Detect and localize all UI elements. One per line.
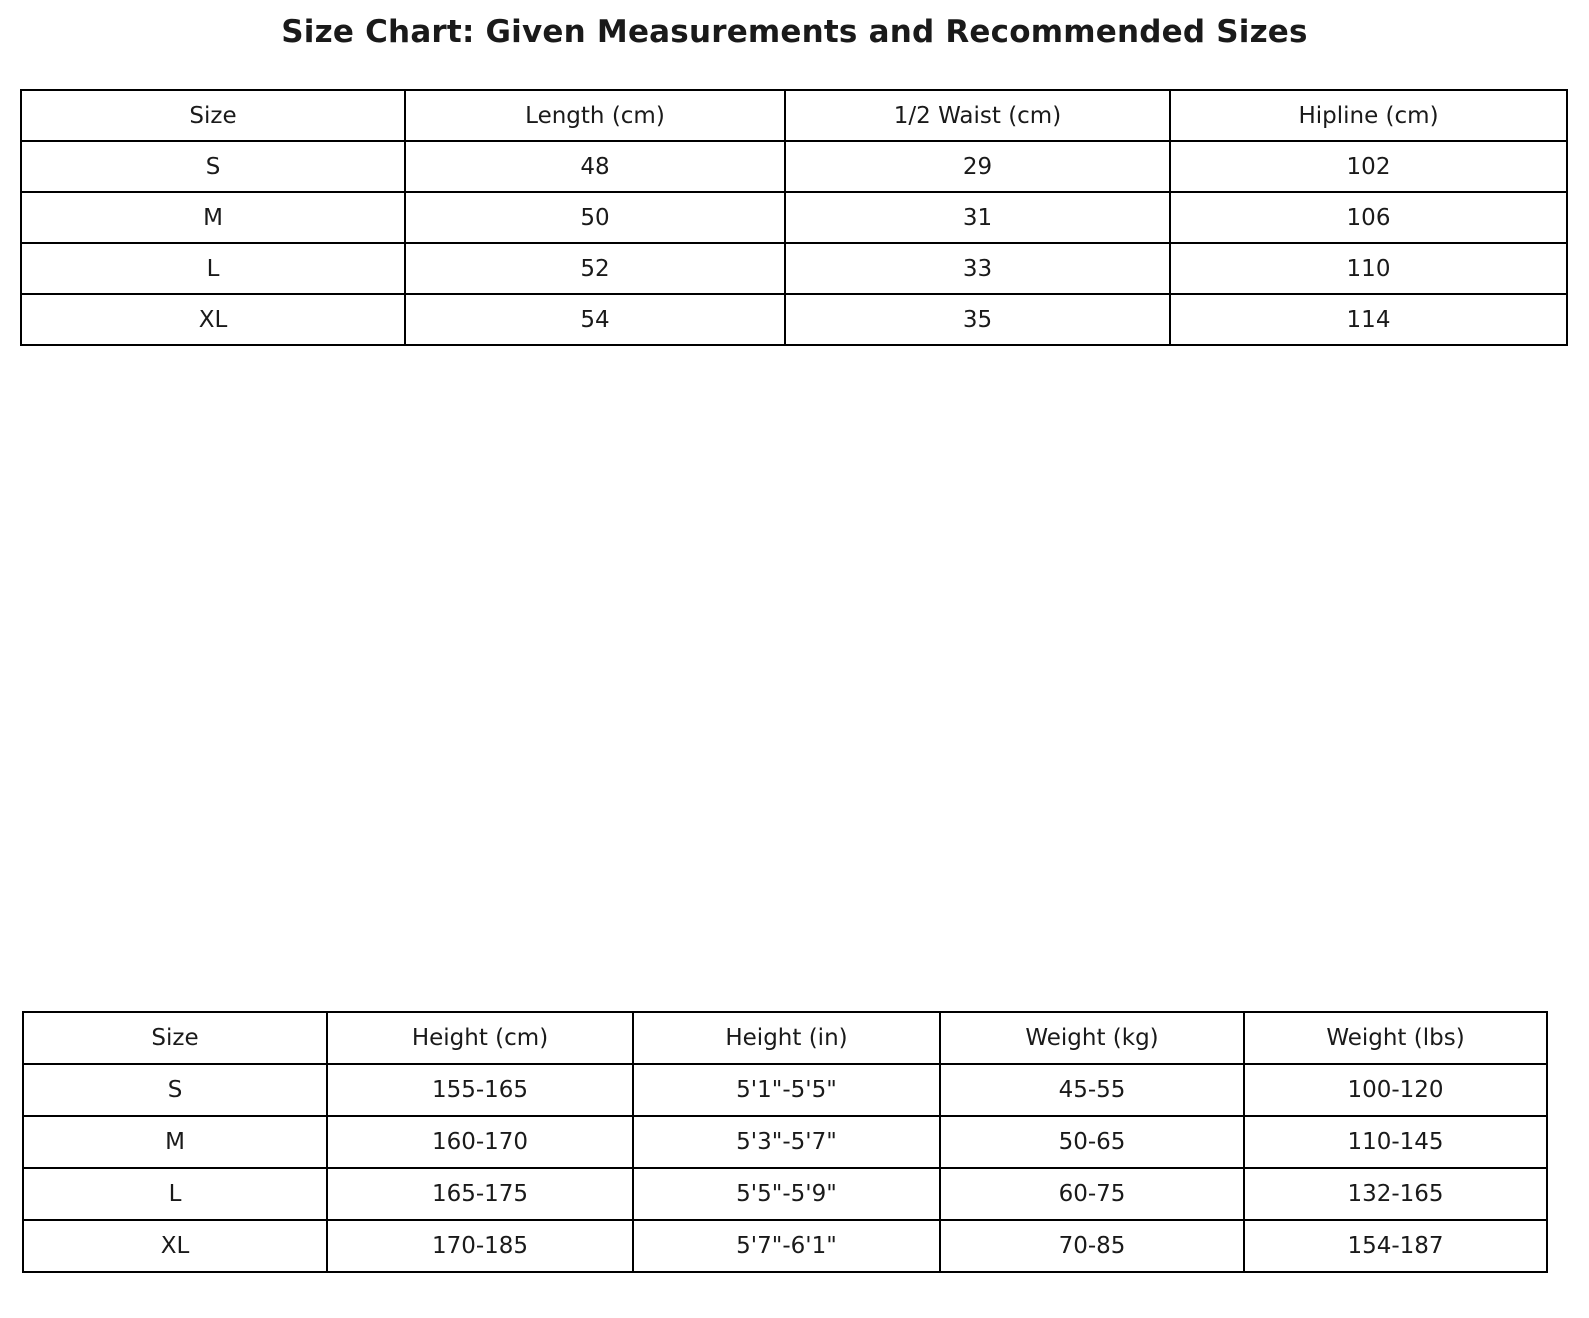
- table-cell: 35: [785, 294, 1170, 345]
- table-cell: 106: [1170, 192, 1567, 243]
- table-cell: L: [23, 1168, 327, 1220]
- column-header: 1/2 Waist (cm): [785, 90, 1170, 141]
- table-row: [23, 1220, 1547, 1272]
- column-header: Height (cm): [327, 1012, 633, 1064]
- table-row: [23, 1064, 1547, 1116]
- table-cell: 100-120: [1244, 1064, 1547, 1116]
- table-cell: 154-187: [1244, 1220, 1547, 1272]
- table-row: [23, 1168, 1547, 1220]
- table-cell: 50-65: [940, 1116, 1244, 1168]
- table-header-row: [23, 1012, 1547, 1064]
- table-cell: 54: [405, 294, 785, 345]
- table-header-row: [21, 90, 1567, 141]
- table-cell: XL: [23, 1220, 327, 1272]
- table-cell: 50: [405, 192, 785, 243]
- column-header: Size: [21, 90, 405, 141]
- table-cell: 155-165: [327, 1064, 633, 1116]
- table-cell: 31: [785, 192, 1170, 243]
- measurements-table: [20, 89, 1568, 346]
- column-header: Size: [23, 1012, 327, 1064]
- table-cell: 160-170: [327, 1116, 633, 1168]
- table-cell: 60-75: [940, 1168, 1244, 1220]
- table-cell: 165-175: [327, 1168, 633, 1220]
- table-row: [21, 294, 1567, 345]
- table-cell: S: [21, 141, 405, 192]
- table-cell: L: [21, 243, 405, 294]
- table-cell: 170-185: [327, 1220, 633, 1272]
- table-cell: 48: [405, 141, 785, 192]
- column-header: Weight (kg): [940, 1012, 1244, 1064]
- column-header: Weight (lbs): [1244, 1012, 1547, 1064]
- table-cell: 132-165: [1244, 1168, 1547, 1220]
- table-cell: 5'3"-5'7": [633, 1116, 940, 1168]
- table-cell: XL: [21, 294, 405, 345]
- table-cell: 70-85: [940, 1220, 1244, 1272]
- table-cell: 45-55: [940, 1064, 1244, 1116]
- column-header: Height (in): [633, 1012, 940, 1064]
- column-header: Hipline (cm): [1170, 90, 1567, 141]
- page-title: Size Chart: Given Measurements and Recommended Sizes: [281, 14, 1308, 50]
- table-cell: M: [21, 192, 405, 243]
- table-cell: 5'7"-6'1": [633, 1220, 940, 1272]
- table-cell: 5'1"-5'5": [633, 1064, 940, 1116]
- table-row: [23, 1116, 1547, 1168]
- table-cell: 52: [405, 243, 785, 294]
- table-cell: 5'5"-5'9": [633, 1168, 940, 1220]
- table-row: [21, 141, 1567, 192]
- table-cell: 110-145: [1244, 1116, 1547, 1168]
- table-cell: 110: [1170, 243, 1567, 294]
- table-cell: 33: [785, 243, 1170, 294]
- table-cell: 114: [1170, 294, 1567, 345]
- table-cell: 102: [1170, 141, 1567, 192]
- table-cell: 29: [785, 141, 1170, 192]
- column-header: Length (cm): [405, 90, 785, 141]
- table-cell: S: [23, 1064, 327, 1116]
- recommended-sizes-table: [22, 1011, 1548, 1273]
- table-row: [21, 243, 1567, 294]
- table-row: [21, 192, 1567, 243]
- table-cell: M: [23, 1116, 327, 1168]
